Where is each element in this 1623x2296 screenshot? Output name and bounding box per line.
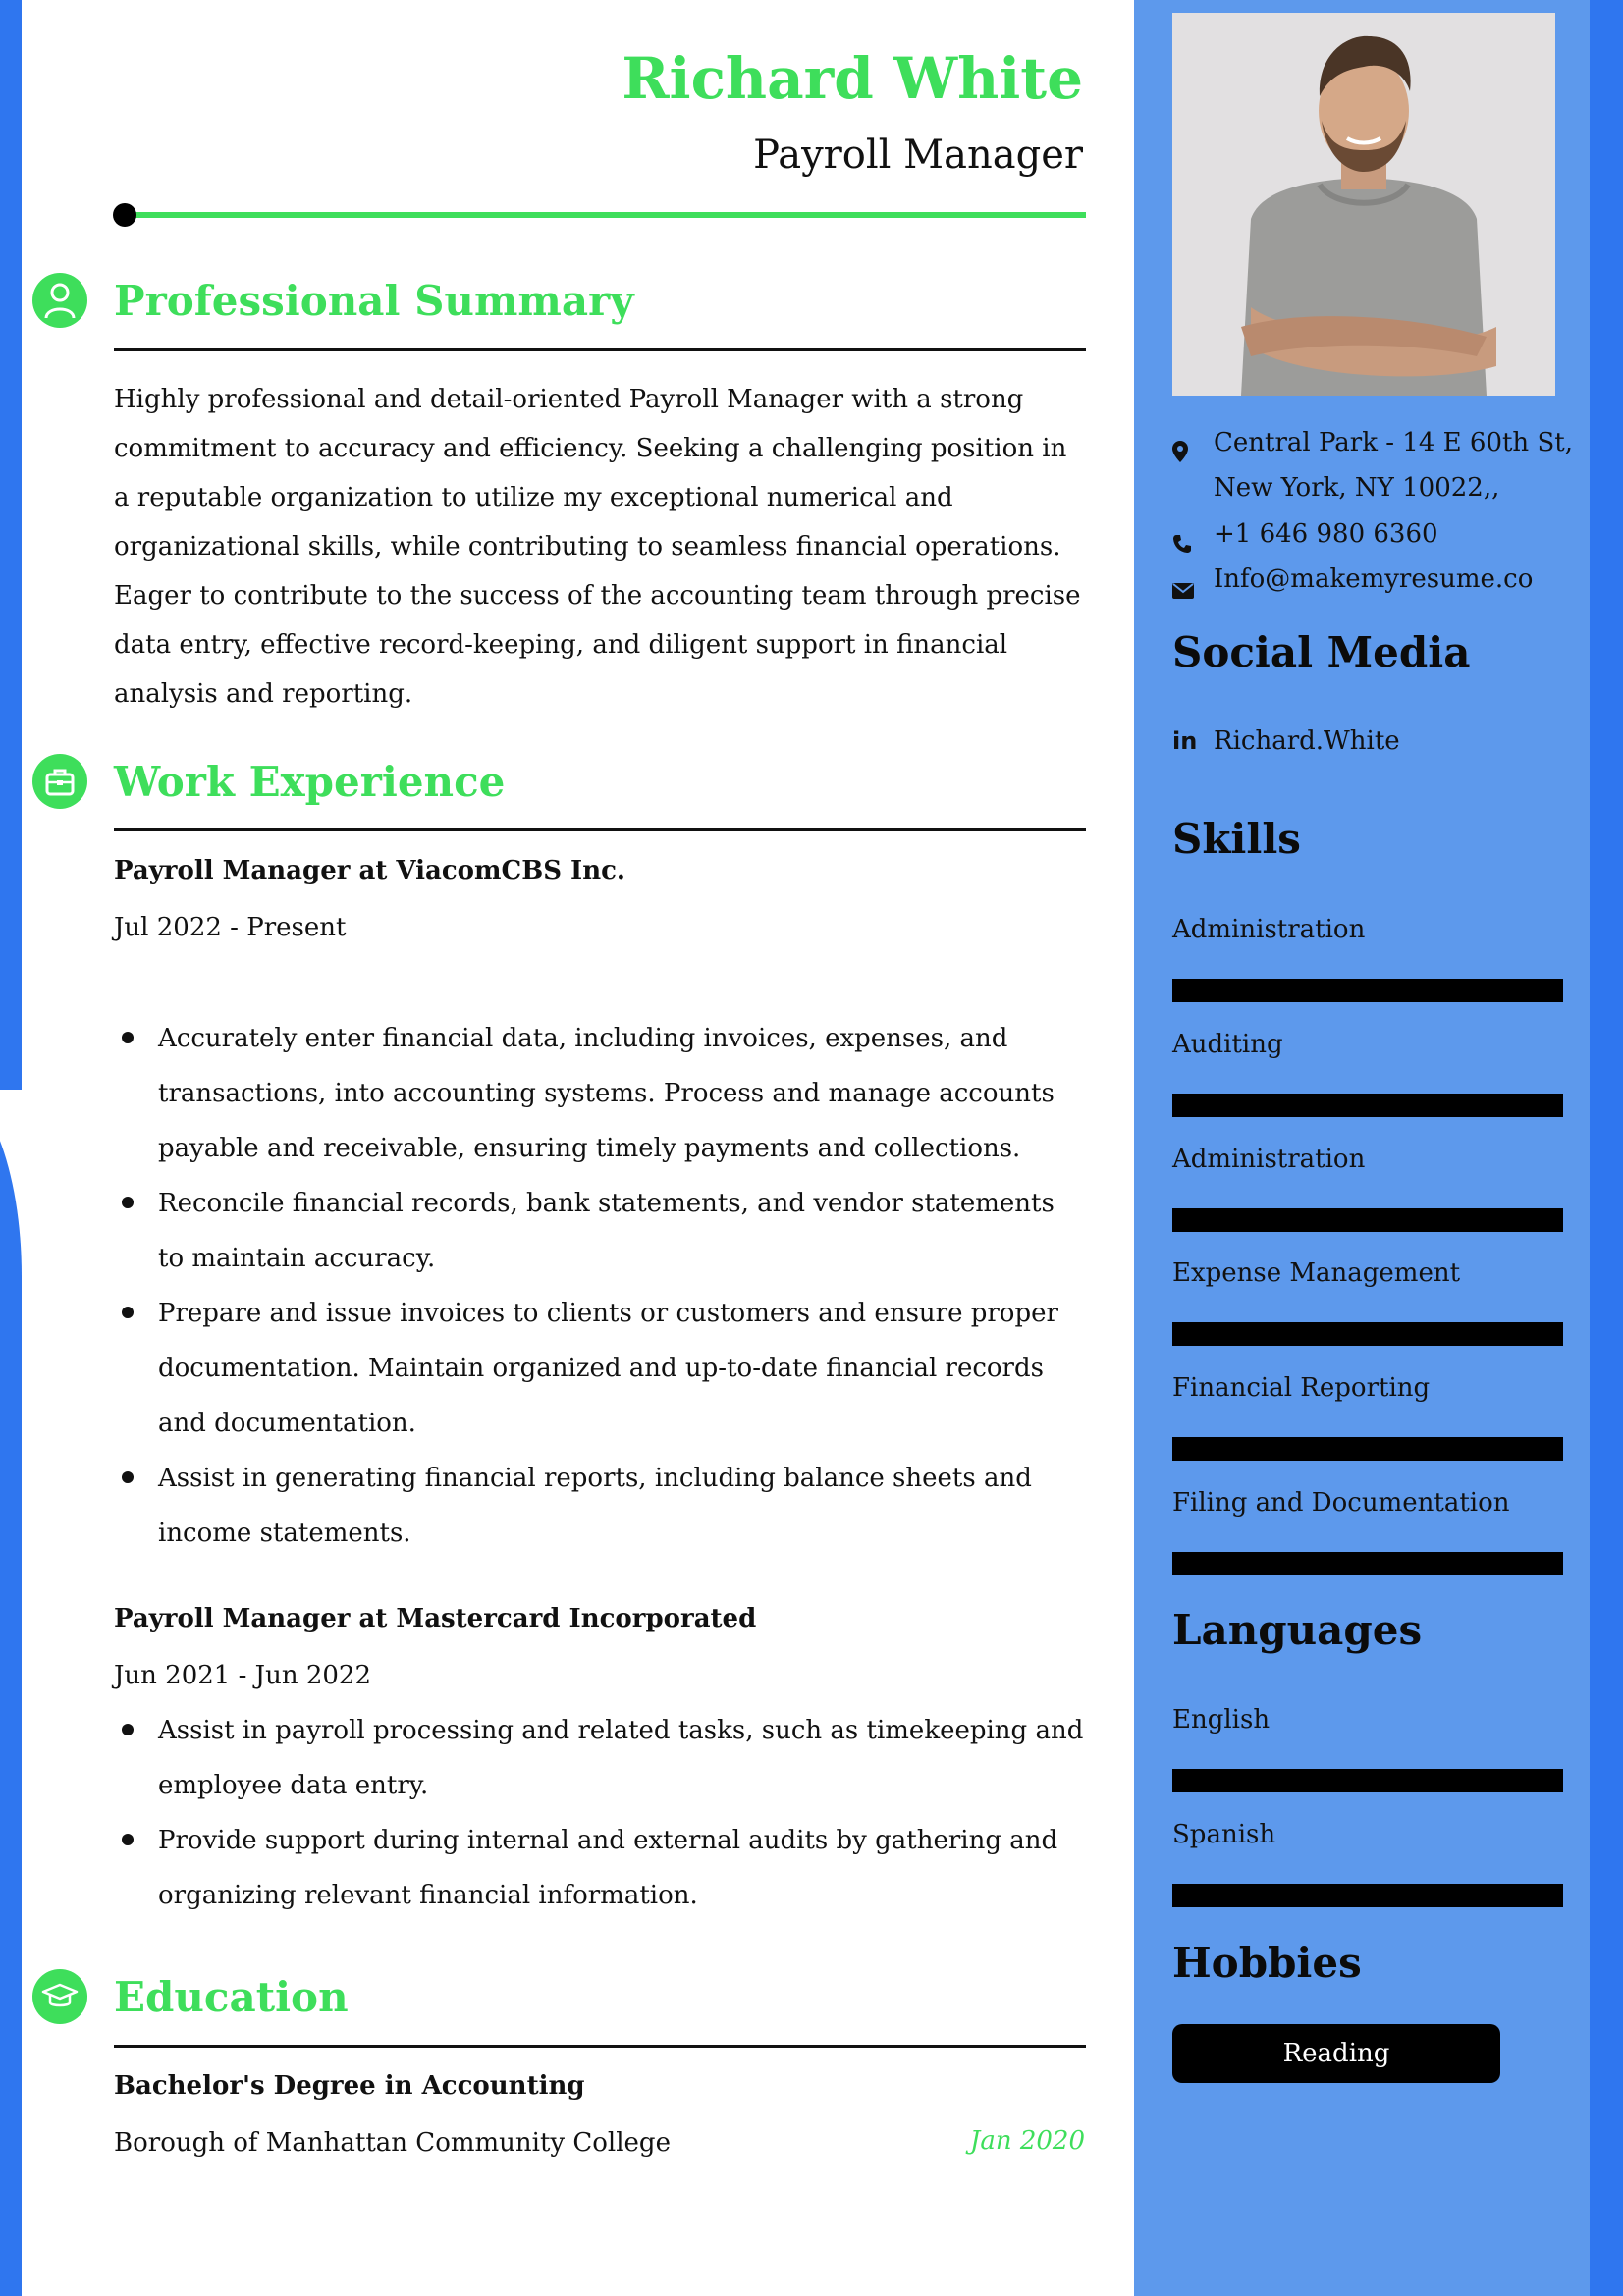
skill-bar — [1172, 1437, 1563, 1461]
skill-bar — [1172, 1552, 1563, 1575]
job-title: Payroll Manager at ViacomCBS Inc. — [114, 856, 625, 885]
list-item: Provide support during internal and external audits by gathering and organizing relevant financial information. — [114, 1813, 1086, 1923]
linkedin-link[interactable]: Richard.White — [1214, 726, 1400, 756]
address-text: Central Park - 14 E 60th St, New York, NY 10022,, — [1214, 428, 1573, 503]
left-edge-strip — [0, 0, 22, 1090]
hobbies-heading: Hobbies — [1172, 1939, 1362, 1987]
list-item: Assist in payroll processing and related tasks, such as timekeeping and employee data entry. — [114, 1703, 1086, 1813]
experience-rule — [114, 828, 1086, 831]
language-bar-fill — [1172, 1769, 1563, 1792]
job-bullets — [114, 1703, 1086, 1923]
skill-label: Administration — [1172, 915, 1366, 944]
social-heading: Social Media — [1172, 628, 1471, 676]
list-item: Reconcile financial records, bank statements, and vendor statements to maintain accuracy. — [114, 1176, 1086, 1286]
languages-heading: Languages — [1172, 1606, 1423, 1654]
envelope-icon — [1172, 557, 1214, 614]
language-bar — [1172, 1769, 1563, 1792]
language-bar-fill — [1172, 1884, 1563, 1907]
hobby-badge: Reading — [1172, 2024, 1500, 2083]
list-item: Assist in generating financial reports, including balance sheets and income statements. — [114, 1451, 1086, 1561]
candidate-name: Richard White — [622, 45, 1083, 112]
header-rule — [116, 212, 1086, 218]
skill-bar — [1172, 1094, 1563, 1117]
skill-bar-fill — [1172, 1094, 1563, 1117]
social-linkedin — [1172, 719, 1585, 764]
experience-heading: Work Experience — [114, 758, 506, 806]
phone-text[interactable]: +1 646 980 6360 — [1214, 519, 1438, 549]
briefcase-icon — [32, 754, 87, 809]
job-title: Payroll Manager at Mastercard Incorporated — [114, 1604, 757, 1633]
summary-text: Highly professional and detail-oriented Payroll Manager with a strong commitment to accuracy and efficiency. Seeking a challenging position in a reputable organization to utilize my exceptional numerical and organizational skills, while contributing to seamless financial operations. Eager to contribute to the success of the accounting team through precise data entry, effective record-keeping, and diligent support in financial analysis and reporting. — [114, 385, 1081, 709]
list-item: Accurately enter financial data, including invoices, expenses, and transactions, into accounting systems. Process and manage accounts payable and receivable, ensuring timely payments and collections. — [114, 1011, 1086, 1176]
skill-label: Expense Management — [1172, 1258, 1461, 1288]
job-dates: Jul 2022 - Present — [114, 913, 347, 942]
graduation-cap-icon — [32, 1969, 87, 2024]
language-bar — [1172, 1884, 1563, 1907]
language-label: Spanish — [1172, 1820, 1276, 1849]
skill-bar-fill — [1172, 979, 1563, 1002]
language-label: English — [1172, 1705, 1271, 1735]
skill-label: Financial Reporting — [1172, 1373, 1431, 1403]
skill-label: Filing and Documentation — [1172, 1488, 1510, 1518]
skill-bar-fill — [1172, 1322, 1563, 1346]
skill-bar — [1172, 1208, 1563, 1232]
header-rule-dot — [113, 203, 136, 227]
summary-rule — [114, 348, 1086, 351]
job-bullets — [114, 1011, 1086, 1561]
candidate-title: Payroll Manager — [753, 133, 1083, 178]
skill-bar — [1172, 1322, 1563, 1346]
map-pin-icon — [1172, 420, 1214, 510]
skill-bar-fill — [1172, 1552, 1563, 1575]
skill-bar-fill — [1172, 1208, 1563, 1232]
list-item: Prepare and issue invoices to clients or customers and ensure proper documentation. Maintain organized and up-to-date financial records and documentation. — [114, 1286, 1086, 1451]
left-edge-curve — [0, 1080, 22, 2296]
education-heading: Education — [114, 1973, 349, 2021]
education-date: Jan 2020 — [969, 2126, 1085, 2156]
linkedin-icon: in — [1172, 727, 1198, 755]
job-dates: Jun 2021 - Jun 2022 — [114, 1661, 372, 1690]
user-icon — [32, 273, 87, 328]
contact-address — [1172, 420, 1585, 510]
skill-bar-fill — [1172, 1437, 1563, 1461]
skill-label: Auditing — [1172, 1030, 1283, 1059]
education-rule — [114, 2045, 1086, 2048]
skill-label: Administration — [1172, 1145, 1366, 1174]
education-school: Borough of Manhattan Community College — [114, 2128, 671, 2158]
contact-email — [1172, 557, 1585, 614]
avatar — [1172, 13, 1555, 396]
email-link[interactable]: Info@makemyresume.co — [1214, 564, 1534, 594]
skill-bar — [1172, 979, 1563, 1002]
summary-heading: Professional Summary — [114, 277, 634, 325]
right-edge-strip — [1590, 0, 1623, 2296]
education-degree: Bachelor's Degree in Accounting — [114, 2071, 585, 2101]
skills-heading: Skills — [1172, 815, 1301, 863]
